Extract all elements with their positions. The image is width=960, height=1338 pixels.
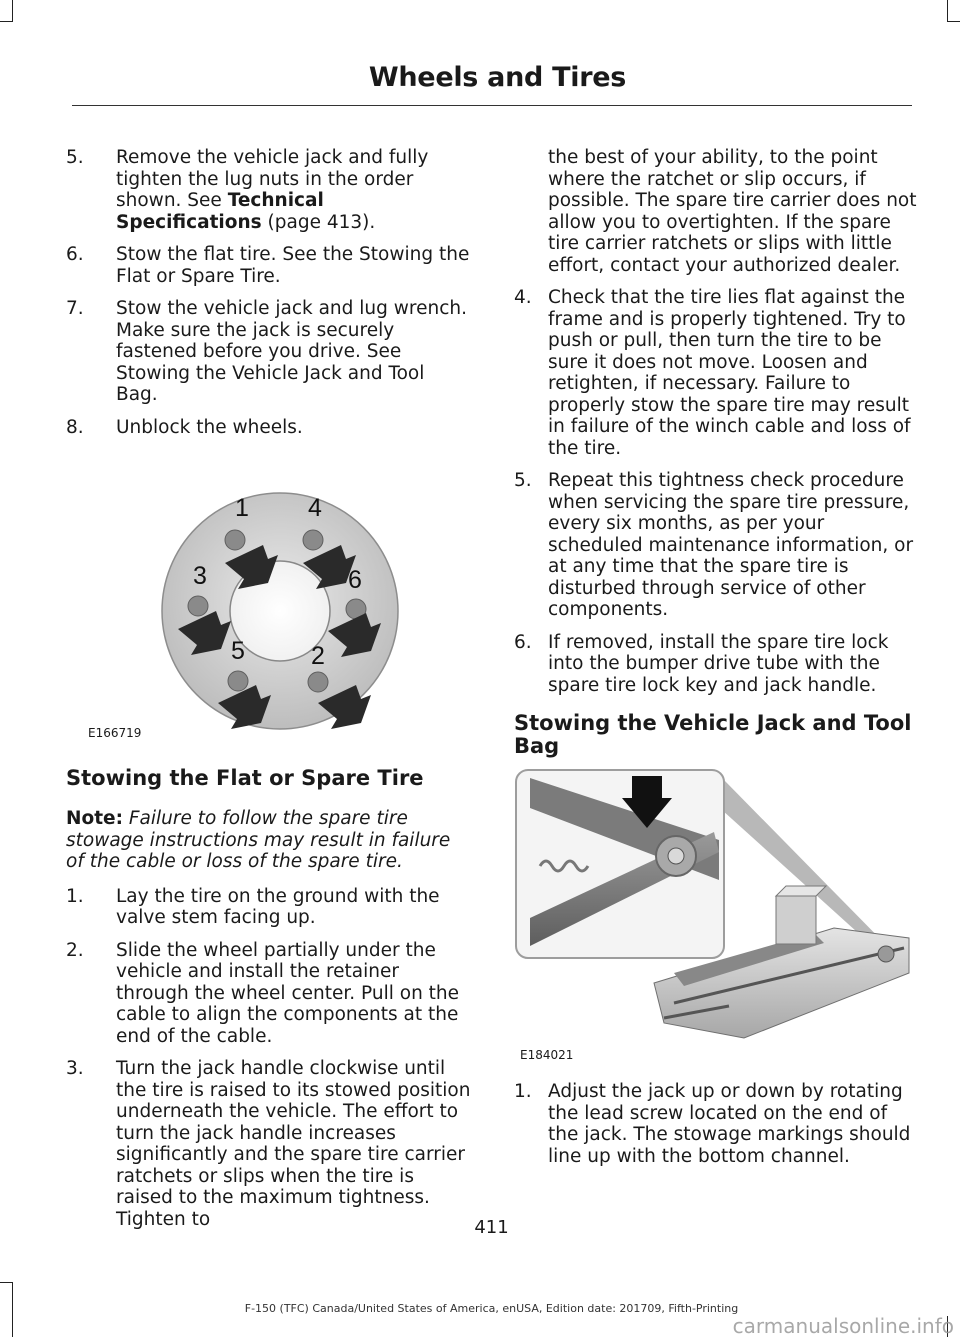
step-text: Lay the tire on the ground with the valve stem facing up.	[116, 885, 440, 928]
watermark: carmanualsonline.info	[732, 1314, 954, 1338]
list-item	[66, 886, 471, 929]
step-number: 5.	[66, 147, 84, 168]
list-item	[514, 287, 919, 459]
list-item	[66, 244, 471, 287]
crop-mark	[0, 21, 13, 22]
lug-order-label: 4	[308, 494, 322, 522]
arrow-icon	[632, 776, 662, 800]
step-text: Remove the vehicle jack and fully tighten the lug nuts in the order shown. See	[116, 147, 429, 211]
step-text: If removed, install the spare tire lock into the bumper drive tube with the spare tire lock key and jack handle.	[548, 631, 889, 696]
step-continuation: the best of your ability, to the point where the ratchet or slip occurs, if possible. The spare tire carrier does not allow you to overtighten. If the spare tire carrier ratchets or slips with little effort, contact your authorized dealer.	[548, 147, 917, 276]
edition-info: F-150 (TFC) Canada/United States of America, enUSA, Edition date: 201709, Fifth-Printing	[244, 1302, 739, 1315]
lug-order-label: 6	[348, 566, 362, 594]
wheel-hub-illustration	[66, 481, 471, 733]
figure-code: E166719	[88, 726, 142, 740]
step-text: Adjust the jack up or down by rotating the lead screw located on the end of the jack. The stowage markings should line up with the bottom channel.	[548, 1081, 911, 1167]
list-item	[514, 470, 919, 621]
stowing-steps-list-continued	[514, 287, 919, 696]
step-text: Stow the vehicle jack and lug wrench. Make sure the jack is securely fastened before you drive. See Stowing the Vehicle Jack and Tool Bag.	[116, 298, 467, 405]
section-heading: Stowing the Flat or Spare Tire	[66, 766, 424, 790]
lug-nut	[225, 530, 245, 550]
lug-order-label: 1	[235, 494, 249, 522]
left-step-list	[66, 147, 471, 438]
crop-mark	[947, 21, 960, 22]
list-item	[66, 147, 471, 233]
right-column	[514, 147, 919, 1178]
figure-code: E184021	[520, 1048, 574, 1062]
lug-order-label: 2	[311, 642, 325, 670]
page-title: Wheels and Tires	[368, 62, 626, 93]
step-text: Repeat this tightness check procedure when servicing the spare tire pressure, every six months, as per your scheduled maintenance information, or at any time that the spare tire is disturbed through service of other components.	[548, 470, 914, 620]
step-number: 8.	[66, 416, 84, 438]
inset-detail	[516, 770, 724, 958]
step-text: Unblock the wheels.	[116, 416, 303, 438]
list-item	[514, 1081, 919, 1167]
header-rule	[72, 105, 912, 106]
step-text: Slide the wheel partially under the vehicle and install the retainer through the wheel center. Pull on the cable to align the components at the end of the cable.	[116, 939, 460, 1047]
step-number: 1.	[66, 885, 84, 907]
lug-nut	[228, 671, 248, 691]
step-number: 2.	[66, 939, 84, 961]
list-item	[66, 940, 471, 1048]
cross-reference-link[interactable]: Technical Specifications	[116, 190, 324, 233]
step-text: Stow the flat tire. See the Stowing the Flat or Spare Tire.	[116, 244, 470, 287]
crop-mark	[12, 0, 13, 22]
jack-illustration	[514, 768, 912, 1063]
lug-nut	[188, 596, 208, 616]
left-column	[66, 147, 471, 1241]
step-text: Turn the jack handle clockwise until the tire is raised to its stowed position underneath the vehicle. The effort to turn the jack handle increases significantly and the spare tire carrier ratchets or slips when the tire is raised to the maximum tightness. Tighten to	[116, 1058, 471, 1230]
page-number: 411	[474, 1217, 509, 1238]
list-item	[66, 417, 471, 439]
step-number: 1.	[514, 1081, 532, 1102]
lug-nut	[303, 530, 323, 550]
step-number: 3.	[66, 1058, 84, 1079]
step-text: (page 413).	[261, 211, 376, 233]
lug-nut-order-figure	[66, 481, 471, 740]
note-label: Note:	[66, 808, 123, 829]
crop-mark	[0, 1282, 13, 1283]
section-heading: Stowing the Vehicle Jack and Tool Bag	[514, 711, 912, 758]
lug-order-label: 5	[231, 637, 245, 665]
step-text: Check that the tire lies flat against the frame and is properly tightened. Try to push or pull, then turn the tire to be sure it does not move. Loosen and retighten, if necessary. Failure to properly stow the spare tire may result in failure of the winch cable and loss of the tire.	[548, 287, 911, 459]
jack-stowage-figure	[514, 768, 912, 1063]
step-number: 4.	[514, 287, 532, 308]
list-item	[66, 1058, 471, 1230]
step-number: 6.	[514, 631, 532, 653]
lug-order-label: 3	[193, 562, 207, 590]
step-number: 6.	[66, 244, 84, 265]
note	[66, 808, 471, 873]
note-text: Failure to follow the spare tire stowage instructions may result in failure of the cable or loss of the spare tire.	[66, 808, 451, 872]
list-item	[66, 298, 471, 406]
list-item	[514, 632, 919, 697]
lug-nut	[308, 672, 328, 692]
step-number: 7.	[66, 298, 84, 319]
crop-mark	[947, 0, 948, 22]
step-number: 5.	[514, 470, 532, 491]
jack-steps-list	[514, 1081, 919, 1167]
stowing-steps-list	[66, 886, 471, 1231]
